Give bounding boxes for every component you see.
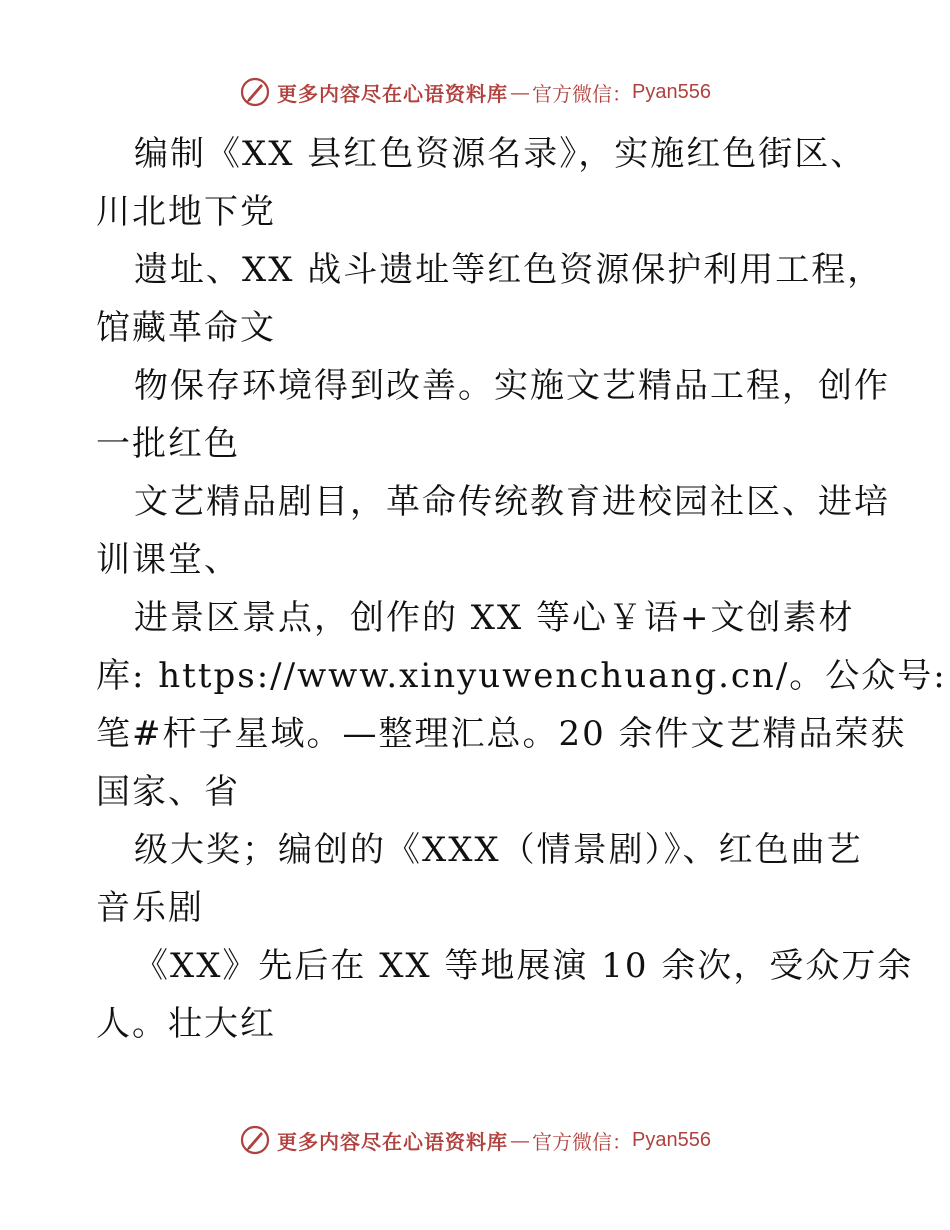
watermark-id: Pyan556 — [632, 1128, 711, 1151]
text-line: 编制《XX 县红色资源名录》，实施红色街区、 — [134, 134, 867, 174]
watermark-dash: — — [510, 1128, 531, 1152]
text-line: 物保存环境得到改善。实施文艺精品工程，创作 — [134, 366, 890, 406]
watermark-sub: 官方微信： — [532, 1129, 633, 1154]
watermark-text: 更多内容尽在心语资料库 — [277, 1129, 509, 1154]
watermark-sub: 官方微信： — [532, 81, 633, 106]
text-line: 《XX》先后在 XX 等地展演 10 余次，受众万余 — [134, 946, 914, 986]
text-line: 库: https://www.xinyuwenchuang.cn/。公众号: — [96, 656, 947, 696]
text-line: 一批红色 — [96, 424, 240, 464]
watermark-text: 更多内容尽在心语资料库 — [277, 81, 509, 106]
text-line: 级大奖；编创的《XXX（情景剧）》、红色曲艺 — [134, 830, 863, 870]
quill-logo-icon — [239, 76, 271, 108]
quill-logo-icon — [239, 1124, 271, 1156]
header-watermark — [0, 70, 950, 114]
watermark-id: Pyan556 — [632, 80, 711, 103]
text-line: 川北地下党 — [96, 192, 276, 232]
document-body — [96, 125, 947, 1053]
footer-watermark — [0, 1118, 950, 1162]
text-line: 文艺精品剧目，革命传统教育进校园社区、进培 — [134, 482, 890, 522]
watermark-dash: — — [510, 80, 531, 104]
text-line: 国家、省 — [96, 772, 240, 812]
text-line: 笔#杆子星域。—整理汇总。20 余件文艺精品荣获 — [96, 714, 907, 754]
text-line: 馆藏革命文 — [96, 308, 276, 348]
text-line: 音乐剧 — [96, 888, 204, 928]
text-line: 遗址、XX 战斗遗址等红色资源保护利用工程， — [134, 250, 884, 290]
text-line: 人。壮大红 — [96, 1004, 276, 1044]
text-line: 训课堂、 — [96, 540, 240, 580]
text-line: 进景区景点，创作的 XX 等心￥语+文创素材 — [134, 598, 855, 638]
